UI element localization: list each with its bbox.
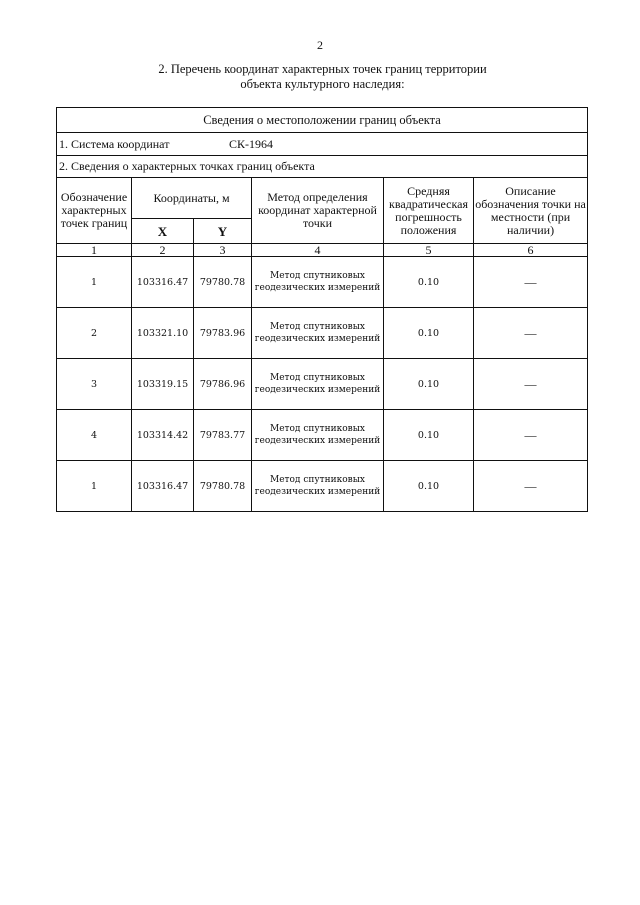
y-value: 79780.78: [194, 461, 252, 512]
table-row: [57, 461, 588, 512]
point-id: 4: [57, 410, 132, 461]
column-number: 4: [252, 244, 384, 257]
x-value: 103321.10: [132, 308, 194, 359]
col-header-description: Описание обозначения точки на местности (при наличии): [474, 178, 588, 244]
x-value: 103316.47: [132, 257, 194, 308]
point-id: 3: [57, 359, 132, 410]
boundary-points-table: [56, 107, 588, 512]
description-value: —: [474, 410, 588, 461]
method-line-2: геодезических измерений: [254, 385, 381, 395]
column-number: 6: [474, 244, 588, 257]
coord-system-row: [57, 133, 588, 156]
page-number: 2: [317, 38, 323, 52]
y-value: 79780.78: [194, 257, 252, 308]
point-id: 1: [57, 257, 132, 308]
method-cell: [252, 257, 384, 308]
y-value: 79783.96: [194, 308, 252, 359]
method-cell: [252, 461, 384, 512]
method-cell: [252, 308, 384, 359]
description-value: —: [474, 257, 588, 308]
x-value: 103319.15: [132, 359, 194, 410]
table-main-header: Сведения о местоположении границ объекта: [57, 108, 588, 133]
col-header-method: Метод определения координат характерной точки: [252, 178, 384, 244]
column-number: 5: [384, 244, 474, 257]
column-number: 2: [132, 244, 194, 257]
table-row: [57, 308, 588, 359]
x-value: 103316.47: [132, 461, 194, 512]
section-label: 2. Сведения о характерных точках границ объекта: [57, 156, 588, 178]
method-cell: [252, 359, 384, 410]
point-id: 2: [57, 308, 132, 359]
column-number: 3: [194, 244, 252, 257]
col-header-designation: Обозначение характерных точек границ: [57, 178, 132, 244]
accuracy-value: 0.10: [384, 461, 474, 512]
title-line-2: объекта культурного наследия:: [240, 77, 405, 91]
title-line-1: 2. Перечень координат характерных точек границ территории: [158, 62, 487, 76]
point-id: 1: [57, 461, 132, 512]
method-cell: [252, 410, 384, 461]
method-line-1: Метод спутниковых: [269, 373, 365, 383]
method-line-2: геодезических измерений: [254, 436, 381, 446]
coord-system-label: 1. Система координат: [59, 136, 170, 151]
accuracy-value: 0.10: [384, 257, 474, 308]
accuracy-value: 0.10: [384, 359, 474, 410]
method-line-1: Метод спутниковых: [269, 475, 365, 485]
col-header-y: Y: [194, 219, 252, 244]
document-title: [60, 62, 585, 92]
method-line-1: Метод спутниковых: [269, 424, 365, 434]
method-line-2: геодезических измерений: [254, 283, 381, 293]
column-number-row: [57, 244, 588, 257]
table-row: [57, 359, 588, 410]
description-value: —: [474, 461, 588, 512]
y-value: 79783.77: [194, 410, 252, 461]
accuracy-value: 0.10: [384, 308, 474, 359]
table-row: [57, 410, 588, 461]
coord-system-value: СК-1964: [229, 136, 274, 151]
accuracy-value: 0.10: [384, 410, 474, 461]
column-number: 1: [57, 244, 132, 257]
method-line-2: геодезических измерений: [254, 487, 381, 497]
method-line-2: геодезических измерений: [254, 334, 381, 344]
y-value: 79786.96: [194, 359, 252, 410]
table-row: [57, 257, 588, 308]
method-line-1: Метод спутниковых: [269, 322, 365, 332]
col-header-accuracy: Средняя квадратическая погрешность положения: [384, 178, 474, 244]
description-value: —: [474, 308, 588, 359]
x-value: 103314.42: [132, 410, 194, 461]
col-header-coordinates: Координаты, м: [132, 178, 252, 219]
method-line-1: Метод спутниковых: [269, 271, 365, 281]
description-value: —: [474, 359, 588, 410]
col-header-x: X: [132, 219, 194, 244]
